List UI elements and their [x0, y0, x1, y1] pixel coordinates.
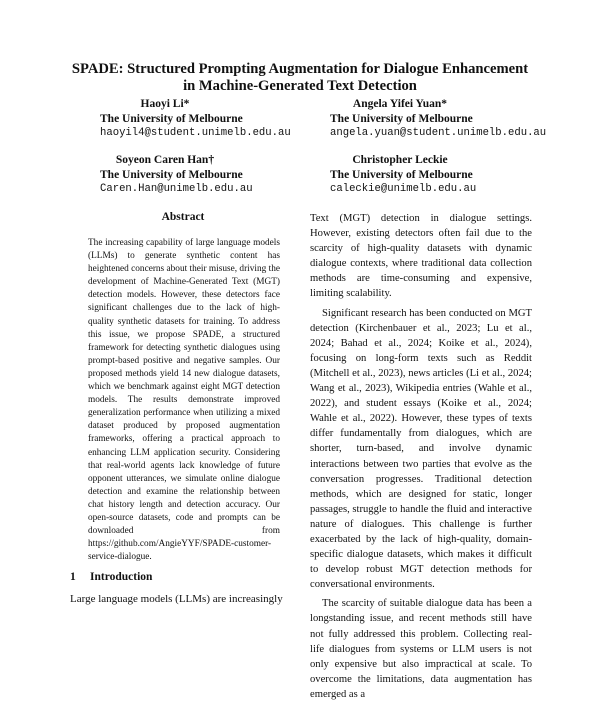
abstract-heading: Abstract: [161, 211, 205, 223]
author-email: caleckie@unimelb.edu.au: [330, 183, 477, 195]
author-affiliation: The University of Melbourne: [330, 112, 473, 125]
author-email: angela.yuan@student.unimelb.edu.au: [330, 127, 547, 139]
body-paragraph: Text (MGT) detection in dialogue settings. However, existing detectors often fail due to the scarcity of high-quality datasets with dynamic dialogue contexts, where traditional data collection methods are time-consuming and expensive, limiting scalability.: [310, 213, 532, 300]
author-name: Soyeon Caren Han†: [115, 154, 215, 166]
author-affiliation: The University of Melbourne: [100, 112, 243, 125]
body-paragraph: Significant research has been conducted on MGT detection (Kirchenbauer et al., 2023; Lu et al., 2024; Bahad et al., 2024; Koike et al., 2024), focusing on long-form texts such as Reddit (Mitchell et al., 2023), news articles (Li et al., 2024; Wang et al., 2023), Wikipedia entries (Wahle et al., 2022), and student essays (Koike et al., 2024; Wahle et al., 2022). However, these types of texts differ fundamentally from dialogues, which are shorter, turn-based, and involve dynamic interactions between two parties that evolve as the conversation progresses. Traditional detection methods, which are designed for static, longer passages, struggle to handle the fluid and interactive nature of dialogues. This challenge is further exacerbated by the lack of high-quality, domain-specific dialogue datasets, which makes it difficult to develop robust MGT detection methods for conversational environments.: [310, 307, 532, 591]
author-name: Angela Yifei Yuan*: [352, 98, 448, 110]
author-name: Haoyi Li*: [140, 98, 190, 110]
author-name: Christopher Leckie: [352, 154, 448, 166]
author-email: haoyil4@student.unimelb.edu.au: [100, 127, 291, 139]
author-block: [330, 153, 477, 197]
author-email: Caren.Han@unimelb.edu.au: [100, 183, 253, 195]
author-block: [100, 153, 253, 197]
section-title: Introduction: [90, 571, 153, 583]
section-heading: [70, 571, 152, 583]
author-affiliation: The University of Melbourne: [100, 168, 243, 181]
author-affiliation: The University of Melbourne: [330, 168, 473, 181]
right-column: [310, 211, 532, 702]
author-block: [100, 97, 291, 141]
author-block: [330, 97, 547, 141]
section-number: 1: [70, 571, 76, 583]
body-paragraph: The scarcity of suitable dialogue data has been a longstanding issue, and recent methods still have not fully addressed this problem. Collecting real-life dialogues from systems or LLM users is not only expensive but also impractical at scale. To overcome the limitations, data augmentation has emerged as a: [310, 598, 532, 700]
abstract-body: [88, 237, 280, 564]
paper-title: [40, 61, 560, 95]
paper-title-line-2: in Machine-Generated Text Detection: [183, 78, 417, 94]
abstract-text: The increasing capability of large language models (LLMs) to generate synthetic content has heightened concerns about their misuse, driving the development of Machine-Generated Text (MGT) detection models. However, these detectors face significant challenges due to the lack of high-quality synthetic datasets for training. To address this issue, we propose SPADE, a structured framework for detecting synthetic dialogues using prompt-based positive and negative samples. Our proposed methods yield 14 new dialogue datasets, which we benchmark against eight MGT detection models. The results demonstrate improved generalization performance when utilizing a mixed dataset produced by proposed augmentation frameworks, offering a practical approach to enhancing LLM application security. Considering that real-world agents lack knowledge of future opponent utterances, we simulate online dialogue detection and examine the relationship between chat history length and detection accuracy. Our open-source datasets, code and prompts can be downloaded from https://github.com/AngieYYF/SPADE-customer-service-dialogue.: [88, 238, 280, 563]
paper-title-line-1: SPADE: Structured Prompting Augmentation for Dialogue Enhancement: [71, 61, 529, 77]
intro-paragraph-start: Large language models (LLMs) are increasingly: [70, 593, 283, 605]
